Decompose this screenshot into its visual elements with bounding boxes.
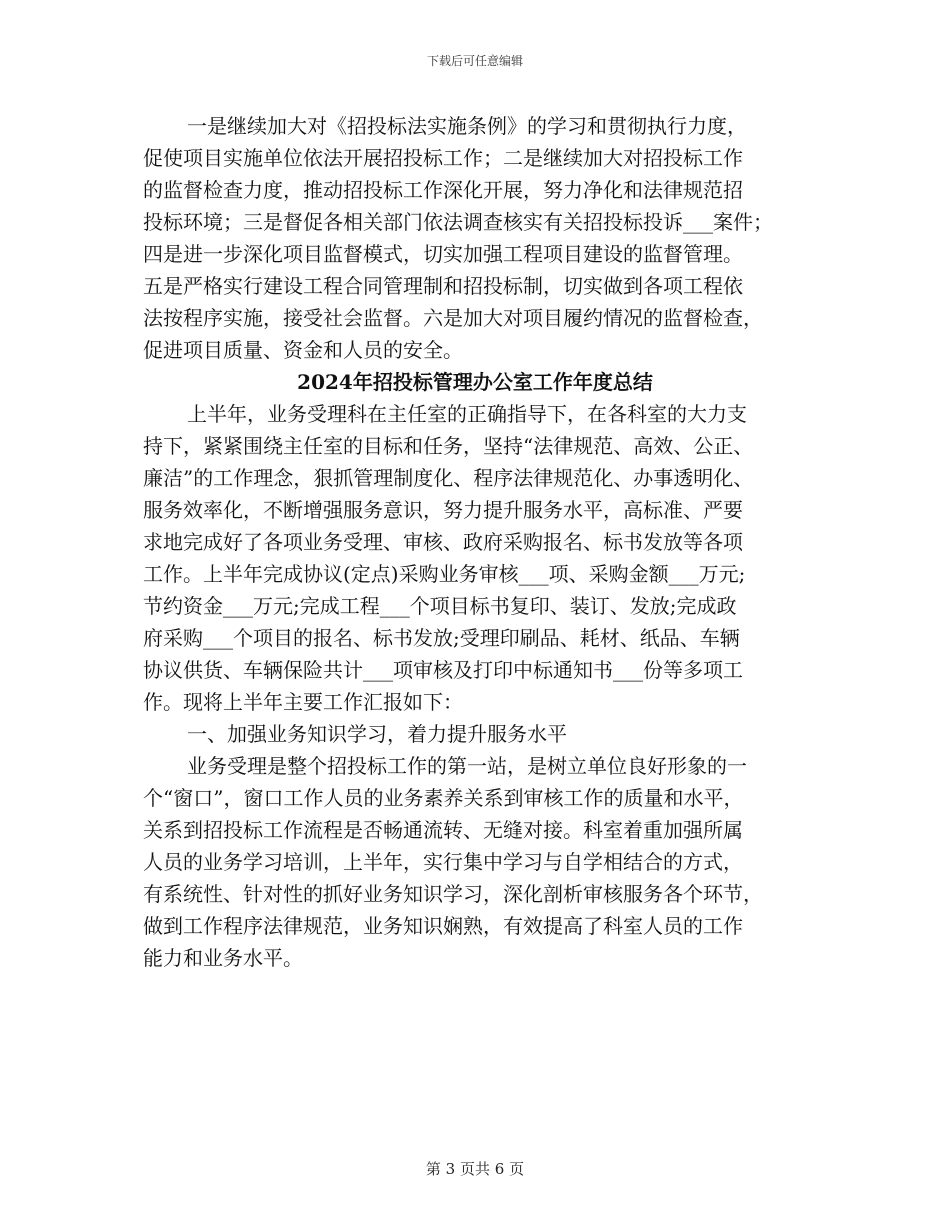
text-line: 做到工作程序法律规范，业务知识娴熟，有效提高了科室人员的工作 xyxy=(143,914,743,938)
text-line: 人员的业务学习培训，上半年，实行集中学习与自学相结合的方式， xyxy=(143,850,743,874)
text-line: 四是进一步深化项目监督模式，切实加强工程项目建设的监督管理。 xyxy=(143,242,743,266)
text-line: 一、加强业务知识学习，着力提升服务水平 xyxy=(187,722,567,746)
text-line: 业务受理是整个招投标工作的第一站，是树立单位良好形象的一 xyxy=(187,754,747,778)
text-line: 有系统性、针对性的抓好业务知识学习，深化剖析审核服务各个环节， xyxy=(143,882,763,906)
paragraph-study xyxy=(143,750,807,974)
text-line: 一是继续加大对《招投标法实施条例》的学习和贯彻执行力度， xyxy=(187,114,747,138)
text-line: 关系到招投标工作流程是否畅通流转、无缝对接。科室着重加强所属 xyxy=(143,818,743,842)
page-footer: 第 3 页共 6 页 xyxy=(425,1160,525,1178)
page-header: 下载后可任意编辑 xyxy=(426,54,523,68)
text-line: 投标环境；三是督促各相关部门依法调查核实有关招投标投诉___案件； xyxy=(143,210,773,234)
section-title: 2024年招投标管理办公室工作年度总结 xyxy=(297,370,653,394)
text-line: 持下，紧紧围绕主任室的目标和任务，坚持“法律规范、高效、公正、 xyxy=(143,434,754,458)
text-line: 五是严格实行建设工程合同管理制和招投标制，切实做到各项工程依 xyxy=(143,274,743,298)
text-line: 作。现将上半年主要工作汇报如下： xyxy=(143,690,463,714)
text-line: 府采购___个项目的报名、标书发放;受理印刷品、耗材、纸品、车辆 xyxy=(143,626,740,650)
text-line: 节约资金___万元;完成工程___个项目标书复印、装订、发放;完成政 xyxy=(143,594,737,618)
text-line: 廉洁”的工作理念，狠抓管理制度化、程序法律规范化、办事透明化、 xyxy=(143,466,754,490)
paragraph-summary xyxy=(143,398,807,718)
text-line: 促进项目质量、资金和人员的安全。 xyxy=(143,338,463,362)
text-line: 服务效率化，不断增强服务意识，努力提升服务水平，高标准、严要 xyxy=(143,498,743,522)
text-line: 上半年，业务受理科在主任室的正确指导下，在各科室的大力支 xyxy=(187,402,747,426)
text-line: 法按程序实施，接受社会监督。六是加大对项目履约情况的监督检查， xyxy=(143,306,763,330)
text-line: 的监督检查力度，推动招投标工作深化开展，努力净化和法律规范招 xyxy=(143,178,743,202)
text-line: 工作。上半年完成协议(定点)采购业务审核___项、采购金额___万元; xyxy=(143,562,746,586)
document-body xyxy=(143,110,807,974)
text-line: 促使项目实施单位依法开展招投标工作；二是继续加大对招投标工作 xyxy=(143,146,743,170)
subheading xyxy=(143,718,807,750)
text-line: 求地完成好了各项业务受理、审核、政府采购报名、标书发放等各项 xyxy=(143,530,743,554)
text-line: 个“窗口”，窗口工作人员的业务素养关系到审核工作的质量和水平， xyxy=(143,786,744,810)
text-line: 协议供货、车辆保险共计___项审核及打印中标通知书___份等多项工 xyxy=(143,658,743,682)
text-line: 能力和业务水平。 xyxy=(143,946,303,970)
paragraph-measures xyxy=(143,110,807,366)
